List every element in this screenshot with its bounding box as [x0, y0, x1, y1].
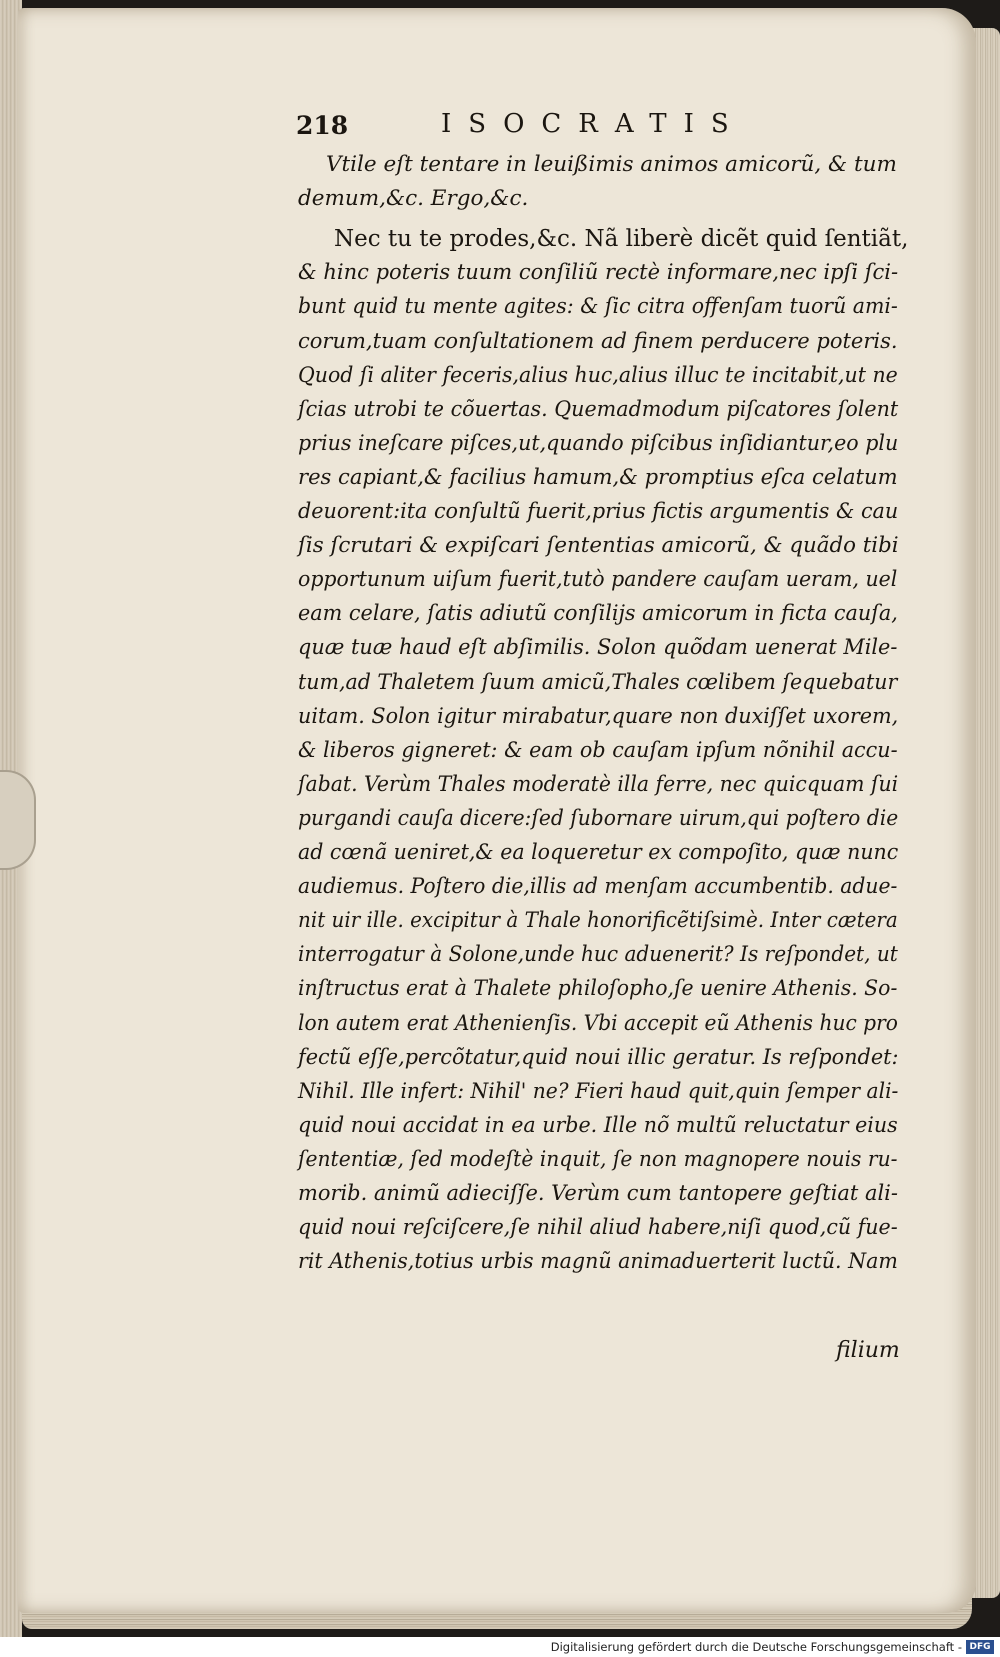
text-line: Quod ſi aliter feceris,alius huc,alius illuc te incitabit,ut ne	[298, 362, 898, 388]
text-line: audiemus. Poſtero die,illis ad menſam accumbentib. adue-	[298, 874, 898, 900]
text-line: purgandi cauſa dicere:ſed ſubornare uirum,qui poſtero die	[298, 805, 899, 831]
text-line: & liberos gigneret: & eam ob cauſam ipſum nõnihil accu-	[298, 737, 898, 763]
text-line: tum,ad Thaletem ſuum amicũ,Thales cœlibem ſequebatur	[298, 669, 898, 695]
dfg-logo: DFG	[966, 1640, 994, 1654]
text-line: ſcias utrobi te cõuertas. Quemadmodum piſcatores ſolent	[298, 396, 899, 422]
digitization-credit: Digitalisierung gefördert durch die Deutsche Forschungsgemeinschaft -	[550, 1640, 962, 1654]
text-line: Vtile eſt tentare in leuißimis animos amicorũ, & tum	[326, 152, 897, 177]
text-line: ſis ſcrutari & expiſcari ſententias amicorũ, & quãdo tibi	[298, 533, 899, 559]
book-page	[18, 8, 976, 1613]
text-line: demum,&c. Ergo,&c.	[298, 186, 529, 212]
text-line: interrogatur à Solone,unde huc aduenerit? Is reſpondet, ut	[298, 942, 898, 968]
text-line: inſtructus erat à Thalete philoſopho,ſe uenire Athenis. So-	[298, 976, 898, 1002]
text-line: uitam. Solon igitur mirabatur,quare non duxiſſet uxorem,	[298, 703, 899, 729]
text-line: res capiant,& facilius hamum,& promptius eſca celatum	[298, 464, 898, 490]
catchword: filium	[836, 1338, 900, 1363]
text-line: ſententiæ, ſed modeſtè inquit, ſe non magnopere nouis ru-	[298, 1146, 898, 1172]
text-line: lon autem erat Athenienſis. Vbi accepit eũ Athenis huc pro	[298, 1010, 898, 1036]
page-number: 218	[296, 111, 349, 140]
text-line: bunt quid tu mente agites: & ſic citra offenſam tuorũ ami-	[298, 294, 898, 320]
text-line: opportunum uiſum fuerit,tutò pandere cauſam ueram, uel	[298, 567, 898, 593]
text-line: ad cœnã ueniret,& ea loqueretur ex compoſito, quæ nunc	[298, 840, 899, 865]
text-line: morib. animũ adieciſſe. Verùm cum tantopere geſtiat ali-	[298, 1181, 898, 1206]
text-line: quæ tuæ haud eſt abſimilis. Solon quõdam uenerat Mile-	[298, 635, 898, 661]
text-line: eam celare, ſatis adiutũ conſilijs amicorum in ficta cauſa,	[298, 601, 898, 627]
running-title: ISOCRATIS	[441, 109, 746, 139]
text-line: ſabat. Verùm Thales moderatè illa ferre, nec quicquam ſui	[298, 771, 899, 797]
text-line: rit Athenis,totius urbis magnũ animaduerterit luctũ. Nam	[298, 1249, 898, 1275]
text-line: Nihil. Ille infert: Nihil' ne? Fieri haud quit,quin ſemper ali-	[298, 1078, 899, 1104]
text-line: deuorent:ita conſultũ fuerit,prius fictis argumentis & cau	[298, 499, 899, 524]
page-clip	[0, 770, 36, 870]
text-line: quid noui reſciſcere,ſe nihil aliud habere,niſi quod,cũ fue-	[298, 1215, 898, 1241]
text-line: nit uir ille. excipitur à Thale honorificẽtiſsimè. Inter cætera	[298, 908, 898, 934]
text-line: quid noui accidat in ea urbe. Ille nõ multũ reluctatur eius	[298, 1112, 898, 1138]
text-line: corum,tuam conſultationem ad finem perducere poteris.	[298, 328, 898, 354]
text-line: & hinc poteris tuum conſiliũ rectè informare,nec ipſi ſci-	[298, 260, 899, 286]
text-line: fectũ eſſe,percõtatur,quid noui illic geratur. Is reſpondet:	[298, 1044, 899, 1070]
text-line: Nec tu te prodes,&c. Nã liberè dicẽt quid ſentiãt,	[334, 226, 909, 253]
text-line: prius ineſcare piſces,ut,quando piſcibus inſidiantur,eo plu	[298, 430, 899, 456]
